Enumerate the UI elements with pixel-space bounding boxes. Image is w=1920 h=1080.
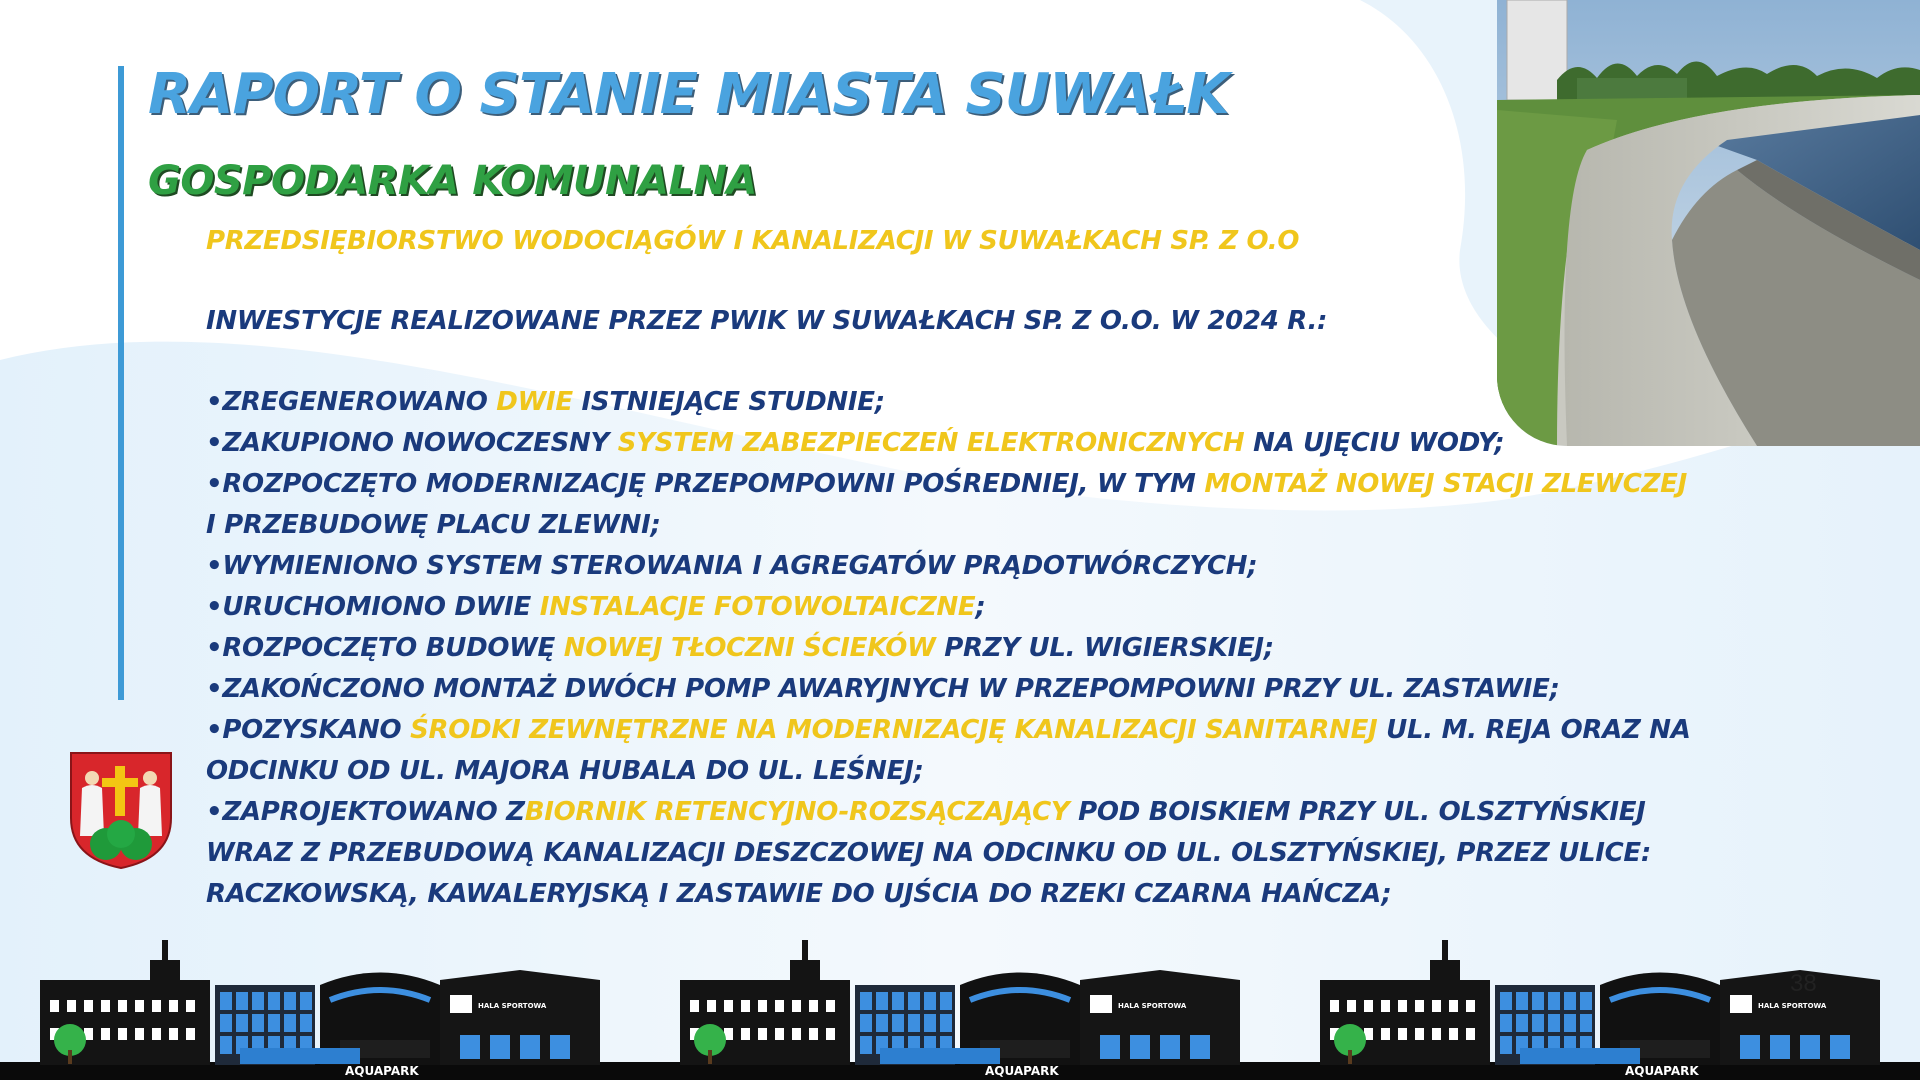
list-item: RACZKOWSKĄ, KAWALERYJSKĄ I ZASTAWIE DO UJŚCIA DO RZEKI CZARNA HAŃCZA; — [206, 879, 1392, 909]
svg-text:HALA SPORTOWA: HALA SPORTOWA — [478, 1002, 547, 1010]
list-item: I PRZEBUDOWĘ PLACU ZLEWNI; — [206, 510, 661, 540]
svg-text:AQUAPARK: AQUAPARK — [345, 1064, 419, 1078]
svg-text:HALA SPORTOWA: HALA SPORTOWA — [1758, 1002, 1827, 1010]
list-item: •POZYSKANO ŚRODKI ZEWNĘTRZNE NA MODERNIZACJĘ KANALIZACJI SANITARNEJ UL. M. REJA ORAZ NA — [206, 715, 1691, 745]
list-item: •ZAPROJEKTOWANO ZBIORNIK RETENCYJNO-ROZSĄCZAJĄCY POD BOISKIEM PRZY UL. OLSZTYŃSKIEJ — [206, 797, 1646, 827]
list-item: •URUCHOMIONO DWIE INSTALACJE FOTOWOLTAICZNE; — [206, 592, 986, 622]
investments-heading: INWESTYCJE REALIZOWANE PRZEZ PWIK W SUWAŁKACH SP. Z O.O. W 2024 R.: — [206, 306, 1328, 336]
suwalki-coat-of-arms-icon — [66, 748, 176, 870]
list-item: •ZAKOŃCZONO MONTAŻ DWÓCH POMP AWARYJNYCH W PRZEPOMPOWNI PRZY UL. ZASTAWIE; — [206, 674, 1560, 704]
list-item: •ROZPOCZĘTO MODERNIZACJĘ PRZEPOMPOWNI POŚREDNIEJ, W TYM MONTAŻ NOWEJ STACJI ZLEWCZEJ — [206, 469, 1687, 499]
page-number: 38 — [1790, 970, 1817, 997]
treatment-plant-photo — [1497, 0, 1920, 446]
city-skyline-illustration — [0, 940, 1920, 1080]
page-title: RAPORT O STANIE MIASTA SUWAŁK — [148, 62, 1229, 127]
list-item: •ROZPOCZĘTO BUDOWĘ NOWEJ TŁOCZNI ŚCIEKÓW PRZY UL. WIGIERSKIEJ; — [206, 633, 1274, 663]
list-item: •ZREGENEROWANO DWIE ISTNIEJĄCE STUDNIE; — [206, 387, 885, 417]
list-item: ODCINKU OD UL. MAJORA HUBALA DO UL. LEŚNEJ; — [206, 756, 924, 786]
svg-text:AQUAPARK: AQUAPARK — [985, 1064, 1059, 1078]
company-name: PRZEDSIĘBIORSTWO WODOCIĄGÓW I KANALIZACJI W SUWAŁKACH SP. Z O.O — [206, 226, 1300, 256]
investment-list — [206, 382, 1766, 915]
list-item: •ZAKUPIONO NOWOCZESNY SYSTEM ZABEZPIECZEŃ ELEKTRONICZNYCH NA UJĘCIU WODY; — [206, 428, 1505, 458]
svg-text:AQUAPARK: AQUAPARK — [1625, 1064, 1699, 1078]
list-item: WRAZ Z PRZEBUDOWĄ KANALIZACJI DESZCZOWEJ NA ODCINKU OD UL. OLSZTYŃSKIEJ, PRZEZ ULICE: — [206, 838, 1651, 868]
svg-text:HALA SPORTOWA: HALA SPORTOWA — [1118, 1002, 1187, 1010]
accent-bar — [118, 66, 124, 700]
section-subtitle: GOSPODARKA KOMUNALNA — [148, 158, 757, 204]
list-item: •WYMIENIONO SYSTEM STEROWANIA I AGREGATÓW PRĄDOTWÓRCZYCH; — [206, 551, 1258, 581]
